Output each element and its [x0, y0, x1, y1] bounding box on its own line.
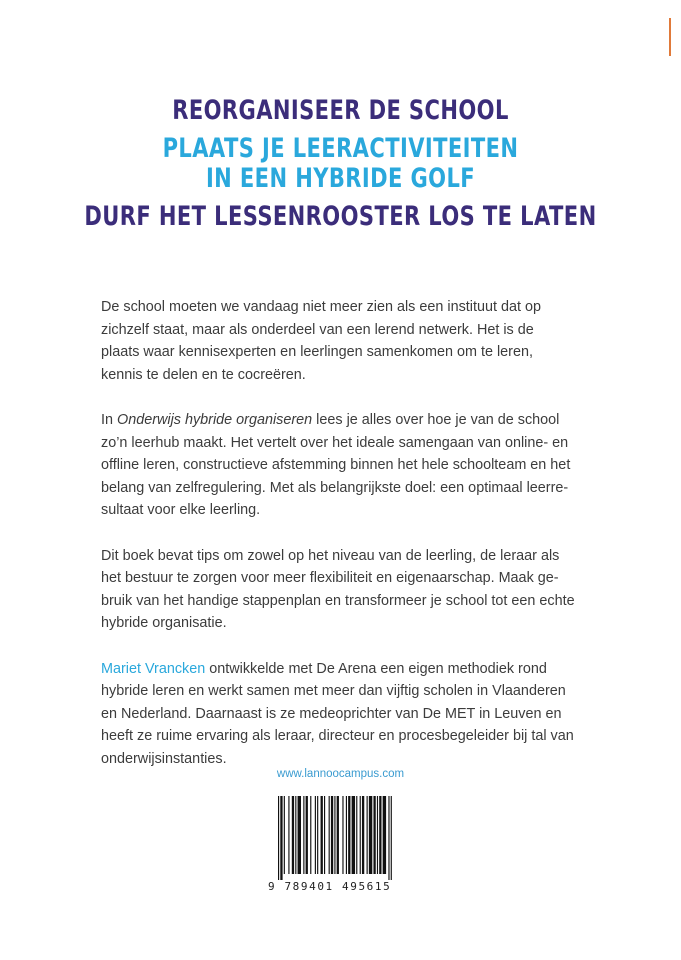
barcode-bar: [317, 796, 318, 874]
blurb-text: [101, 296, 576, 793]
barcode-bar: [379, 796, 381, 874]
barcode-bar: [303, 796, 304, 874]
barcode-bar: [342, 796, 343, 874]
barcode-bar: [310, 796, 311, 874]
paragraph-author: [101, 658, 576, 771]
author-bio: ontwikkelde met De Arena een eigen methodiek rond hybride leren en werkt samen met meer dan vijftig scholen in Vlaanderen en Nederland. Daarnaast is ze medeoprichter van De MET in Leuven en heeft ze ruime ervaring als leraar, directeur en procesbegeleider bij tal van onderwijsinstanties.: [101, 660, 574, 767]
barcode-bar: [284, 796, 285, 874]
barcode-bar: [334, 796, 335, 874]
heading-hybrid-wave: IN EEN HYBRIDE GOLF: [205, 163, 476, 194]
barcode-bar: [295, 796, 296, 874]
barcode-bar: [362, 796, 364, 874]
barcode-bar: [367, 796, 368, 874]
barcode-bar: [306, 796, 308, 874]
paragraph-tips: Dit boek bevat tips om zowel op het niveau van de leerling, de leraar als het bestuur te zorgen voor meer flexibiliteit en eigenaarschap. Maak gebruik van het handige stappenplan en transformeer je school tot een echte hybride organisatie.: [101, 547, 575, 632]
barcode-bar: [369, 796, 372, 874]
barcode-bar: [373, 796, 375, 874]
edge-accent-bar: [669, 18, 671, 56]
barcode-bar: [356, 796, 357, 874]
author-name: Mariet Vrancken: [101, 660, 206, 677]
publisher-url[interactable]: www.lannoocampus.com: [276, 768, 405, 780]
paragraph-book-rest: lees je alles over hoe je van de school zo’n leerhub maakt. Het vertelt over het ideale samengaan van online- en offline leren, constructieve afstemming binnen het hele schoolteam en het belang van zelfregulering. Met als belangrijkste doel: een optimaal leerresultaat voor elke leerling.: [101, 411, 571, 519]
barcode-bar: [324, 796, 325, 874]
barcode-bar: [377, 796, 378, 874]
barcode-bar: [391, 796, 392, 880]
heading-schedule: DURF HET LESSENROOSTER LOS TE LATEN: [84, 201, 597, 232]
headings-block: [0, 96, 681, 232]
heading-activities: PLAATS JE LEERACTIVITEITEN: [162, 133, 519, 164]
barcode-bar: [337, 796, 339, 874]
barcode-bar: [329, 796, 330, 874]
paragraph-book: [101, 409, 576, 522]
barcode-bar: [383, 796, 386, 874]
barcode-bar: [278, 796, 279, 880]
barcode-bar: [346, 796, 347, 874]
barcode-bar: [298, 796, 301, 874]
barcode-bar: [321, 796, 323, 874]
paragraph-book-intro: In: [101, 411, 117, 428]
barcode-bar: [315, 796, 316, 874]
heading-reorganize: REORGANISEER DE SCHOOL: [172, 95, 509, 126]
barcode-bar: [352, 796, 355, 874]
book-title: Onderwijs hybride organiseren: [117, 411, 313, 428]
barcode-bars: [268, 792, 410, 880]
isbn-barcode: [268, 792, 410, 894]
barcode-bar: [348, 796, 350, 874]
paragraph-network: De school moeten we vandaag niet meer zien als een instituut dat op zichzelf staat, maar als onderdeel van een lerend netwerk. Het is de plaats waar kennisexperten en leerlingen samenkomen om te leren, kennis te delen en te cocreëren.: [101, 299, 541, 383]
barcode-bar: [388, 796, 389, 880]
barcode-bar: [280, 796, 282, 880]
barcode-digits: 9 789401 495615: [268, 880, 392, 893]
barcode-bar: [292, 796, 294, 874]
barcode-bar: [331, 796, 333, 874]
barcode-bar: [360, 796, 361, 874]
barcode-bar: [288, 796, 289, 874]
